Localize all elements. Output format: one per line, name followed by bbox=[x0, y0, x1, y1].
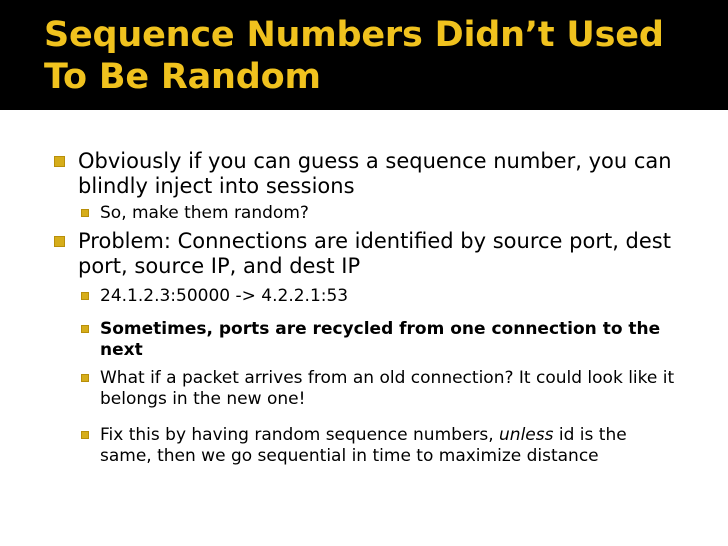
bullet-text-end: id is the same, then we go sequential in time to maximize distance bbox=[100, 425, 627, 466]
sub-bullet-item bbox=[100, 319, 680, 361]
slide-title: Sequence Numbers Didn’t Used To Be Random bbox=[44, 15, 664, 97]
bullet-item bbox=[78, 229, 678, 279]
bullet-text: Problem: Connections are identified by source port, dest port, source IP, and dest IP bbox=[78, 229, 671, 278]
bullet-square-icon bbox=[54, 156, 65, 167]
bullet-square-icon bbox=[81, 325, 89, 333]
bullet-text: What if a packet arrives from an old connection? It could look like it belongs in the new one! bbox=[100, 368, 675, 409]
title-bar bbox=[0, 0, 728, 110]
sub-bullet-item bbox=[100, 286, 680, 307]
bullet-text: Obviously if you can guess a sequence number, you can blindly inject into sessions bbox=[78, 149, 672, 198]
bullet-square-icon bbox=[81, 292, 89, 300]
sub-bullet-item bbox=[100, 425, 680, 467]
bullet-item bbox=[78, 149, 678, 199]
bullet-text: So, make them random? bbox=[100, 203, 309, 223]
bullet-text bbox=[100, 425, 680, 467]
bullet-text: 24.1.2.3:50000 -> 4.2.2.1:53 bbox=[100, 286, 349, 306]
sub-bullet-item bbox=[100, 368, 680, 410]
bullet-square-icon bbox=[81, 209, 89, 217]
slide-body bbox=[0, 110, 728, 546]
bullet-square-icon bbox=[81, 431, 89, 439]
emphasis-unless: unless bbox=[499, 425, 554, 445]
bullet-text: Sometimes, ports are recycled from one connection to the next bbox=[100, 319, 661, 360]
bullet-text-start: Fix this by having random sequence numbers, bbox=[100, 425, 500, 445]
bullet-square-icon bbox=[54, 236, 65, 247]
sub-bullet-item bbox=[100, 203, 660, 224]
bullet-square-icon bbox=[81, 374, 89, 382]
